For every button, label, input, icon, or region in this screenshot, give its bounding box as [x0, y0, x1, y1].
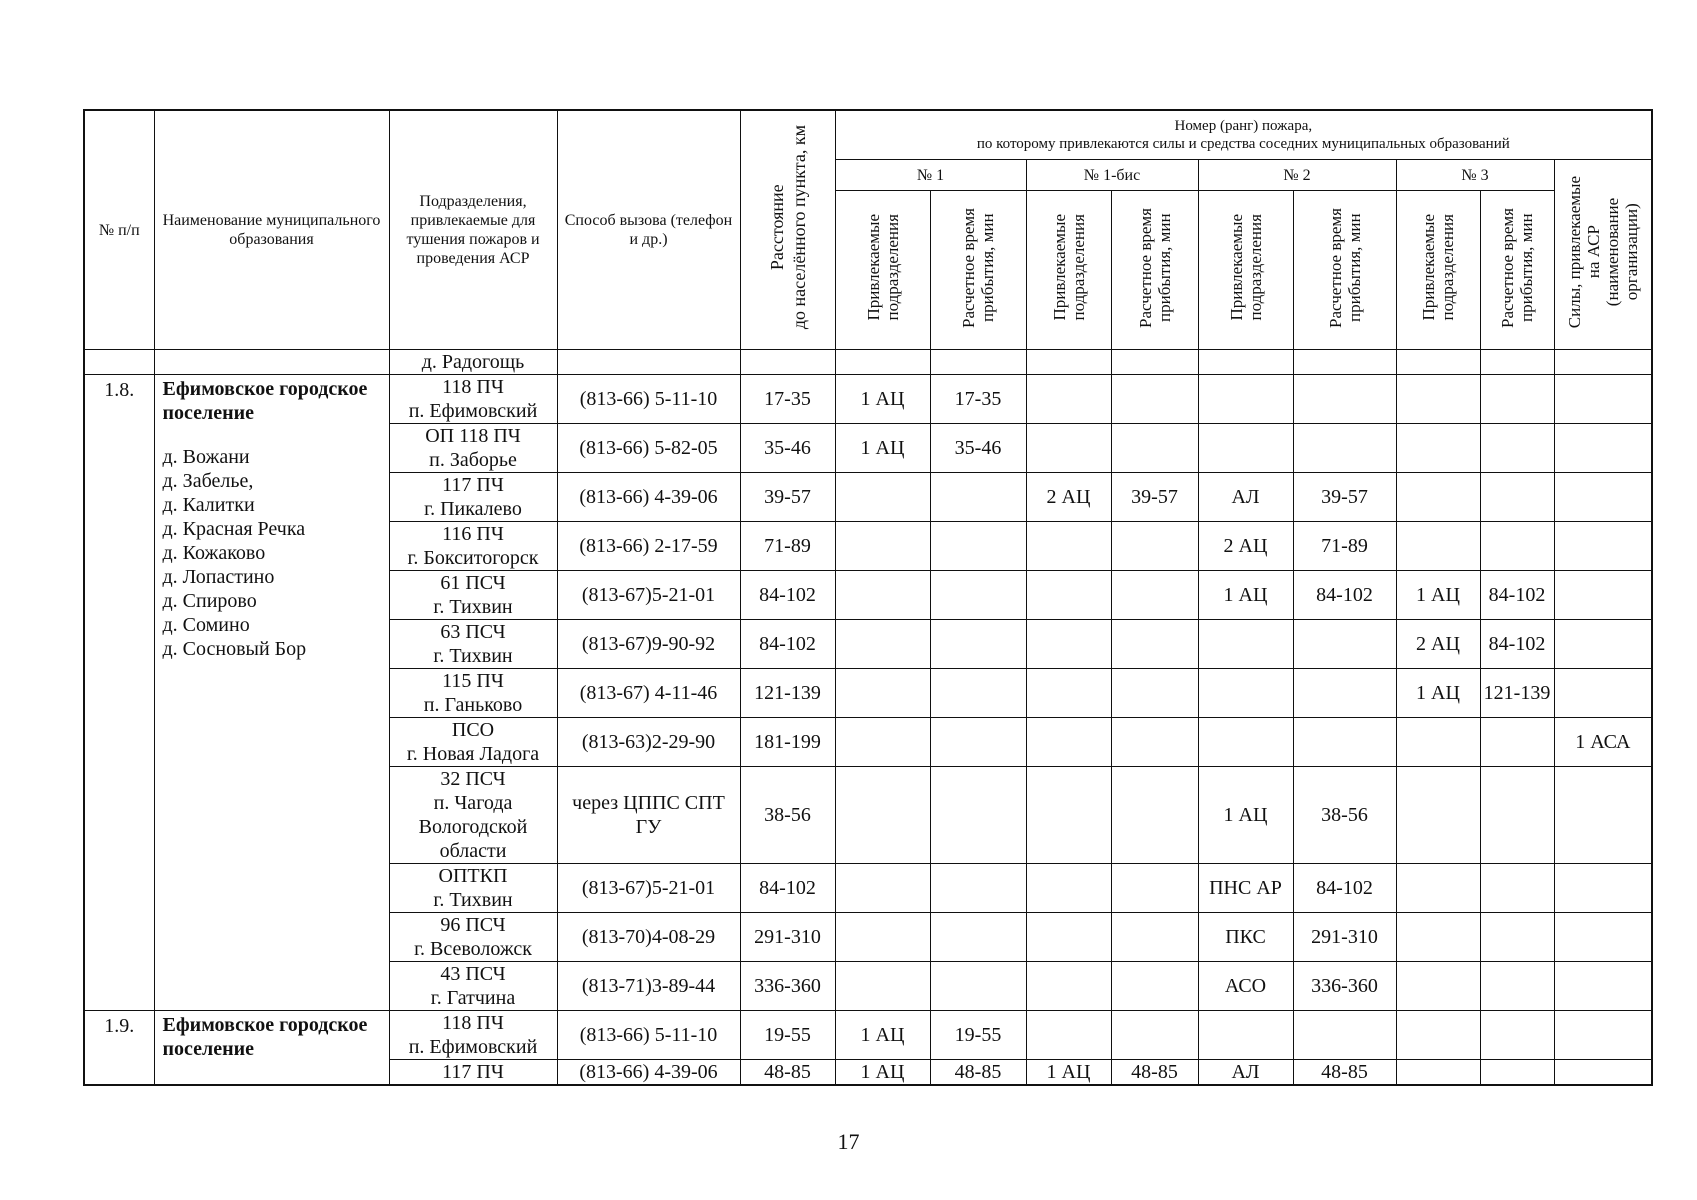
rank-cell-r3t [1480, 864, 1554, 913]
carry-row [84, 350, 1652, 375]
call-method-cell: (813-66) 5-82-05 [557, 424, 740, 473]
header-group-3: № 3 [1396, 160, 1554, 191]
rank-cell-r1bu [1026, 620, 1111, 669]
header-group-1bis: № 1-бис [1026, 160, 1198, 191]
rank-cell-r2u: АЛ [1198, 473, 1293, 522]
rank-cell-r1u [835, 913, 930, 962]
rank-cell-r3t [1480, 718, 1554, 767]
unit-line: 63 ПСЧ [440, 621, 506, 643]
rank-cell-r3t [1480, 424, 1554, 473]
rank-cell-asr [1554, 522, 1652, 571]
rank-cell-r1t [930, 718, 1026, 767]
unit-cell [389, 864, 557, 913]
rank-cell-r1t [930, 962, 1026, 1011]
distance-cell: 35-46 [740, 424, 835, 473]
subheader-time-1 [1111, 191, 1198, 350]
unit-cell [389, 1011, 557, 1060]
call-method-cell: (813-66) 5-11-10 [557, 1011, 740, 1060]
distance-cell: 336-360 [740, 962, 835, 1011]
rank-cell-asr [1554, 620, 1652, 669]
rank-cell-r2t [1293, 620, 1396, 669]
rank-cell-r3u [1396, 1060, 1480, 1086]
subheader-units-2 [1198, 191, 1293, 350]
unit-line: п. Чагода [433, 792, 513, 814]
rank-cell-r1bu [1026, 669, 1111, 718]
unit-cell [389, 962, 557, 1011]
rank-cell-r1bu [1026, 375, 1111, 424]
rank-cell-r2u [1198, 718, 1293, 767]
rank-cell-r1t: 35-46 [930, 424, 1026, 473]
rank-cell-r1bt [1111, 375, 1198, 424]
rank-cell-r1u: 1 АЦ [835, 375, 930, 424]
header-asr-line1: Силы, привлекаемые [1564, 175, 1584, 329]
unit-line: п. Ефимовский [408, 1036, 538, 1058]
rank-cell-r1bt [1111, 864, 1198, 913]
rank-cell-r3t [1480, 1060, 1554, 1086]
call-method-cell: (813-67)9-90-92 [557, 620, 740, 669]
distance-cell: 84-102 [740, 571, 835, 620]
rank-cell-r2t: 336-360 [1293, 962, 1396, 1011]
rank-cell-r2t: 84-102 [1293, 864, 1396, 913]
call-method-cell: (813-71)3-89-44 [557, 962, 740, 1011]
rank-cell-asr [1554, 1011, 1652, 1060]
rank-cell-r3t: 84-102 [1480, 571, 1554, 620]
subheader-units-line2: подразделения [882, 214, 902, 321]
rank-cell-asr [1554, 375, 1652, 424]
rank-cell-r3t [1480, 1011, 1554, 1060]
rank-cell-r1bu [1026, 767, 1111, 864]
rank-cell-asr [1554, 913, 1652, 962]
rank-cell-r1u [835, 767, 930, 864]
row-number: 1.9. [84, 1011, 154, 1086]
rank-cell-r1t: 19-55 [930, 1011, 1026, 1060]
unit-line: п. Заборье [429, 449, 517, 471]
distance-cell: 121-139 [740, 669, 835, 718]
village-item: д. Лопастино [162, 566, 275, 588]
municipality-name [154, 1011, 389, 1086]
rank-cell-r1u [835, 620, 930, 669]
subheader-units-line1: Привлекаемые [1049, 214, 1069, 321]
unit-line: ПСО [451, 719, 495, 741]
rank-cell-r1bt [1111, 424, 1198, 473]
rank-cell-r2u [1198, 424, 1293, 473]
distance-cell: 291-310 [740, 913, 835, 962]
rank-cell-r2t [1293, 669, 1396, 718]
rank-cell-r1u [835, 669, 930, 718]
rank-cell-r1bt [1111, 913, 1198, 962]
rank-cell-r3u: 2 АЦ [1396, 620, 1480, 669]
rank-cell-r3t [1480, 767, 1554, 864]
rank-cell-r2t: 39-57 [1293, 473, 1396, 522]
unit-line: ОП 118 ПЧ [425, 425, 521, 447]
unit-line: области [439, 840, 507, 862]
table-row [84, 375, 1652, 424]
header-distance [740, 110, 835, 350]
call-method-cell: (813-66) 5-11-10 [557, 375, 740, 424]
subheader-units-line2: подразделения [1245, 214, 1265, 321]
rank-cell-r2u [1198, 1011, 1293, 1060]
header-group-1: № 1 [835, 160, 1026, 191]
unit-cell [389, 620, 557, 669]
rank-cell-r1t [930, 767, 1026, 864]
distance-cell: 84-102 [740, 864, 835, 913]
rank-cell-r2t: 48-85 [1293, 1060, 1396, 1086]
header-fire-rank-line1: Номер (ранг) пожара, [1174, 118, 1313, 134]
rank-cell-r3u [1396, 473, 1480, 522]
rank-cell-r1bt [1111, 718, 1198, 767]
unit-cell [389, 1060, 557, 1086]
unit-line: г. Гатчина [430, 987, 516, 1009]
rank-cell-r2u: ПКС [1198, 913, 1293, 962]
unit-line: 115 ПЧ [442, 670, 504, 692]
rank-cell-r1t [930, 571, 1026, 620]
rank-cell-r1bt [1111, 620, 1198, 669]
rank-cell-r2t [1293, 424, 1396, 473]
row-number: 1.8. [84, 375, 154, 1011]
rank-cell-r1bu: 2 АЦ [1026, 473, 1111, 522]
municipality-title: Ефимовское городское поселение [162, 1014, 368, 1060]
rank-cell-r1t: 17-35 [930, 375, 1026, 424]
rank-cell-r1bt [1111, 669, 1198, 718]
rank-cell-r2t: 291-310 [1293, 913, 1396, 962]
rank-cell-r1t [930, 473, 1026, 522]
rank-cell-r1t [930, 669, 1026, 718]
distance-cell: 17-35 [740, 375, 835, 424]
unit-line: г. Тихвин [433, 596, 513, 618]
rank-cell-r2u: 1 АЦ [1198, 571, 1293, 620]
rank-cell-r1bu [1026, 913, 1111, 962]
header-units: Подразделения, привлекаемые для тушения пожаров и проведения АСР [389, 110, 557, 350]
rank-cell-r2t: 71-89 [1293, 522, 1396, 571]
rank-cell-r3t: 84-102 [1480, 620, 1554, 669]
unit-line: 43 ПСЧ [440, 963, 506, 985]
rank-cell-r2t [1293, 1011, 1396, 1060]
rank-cell-r1u [835, 864, 930, 913]
header-distance-line1: Расстояние [766, 184, 787, 271]
header-asr-line4: организации) [1621, 203, 1641, 301]
rank-cell-r1bu [1026, 424, 1111, 473]
unit-line: г. Тихвин [433, 645, 513, 667]
rank-cell-asr [1554, 473, 1652, 522]
subheader-units-line2: подразделения [1438, 214, 1457, 321]
rank-cell-r3t [1480, 962, 1554, 1011]
call-method-cell: (813-66) 4-39-06 [557, 473, 740, 522]
unit-line: 118 ПЧ [442, 1012, 504, 1034]
rank-cell-r1t [930, 620, 1026, 669]
unit-line: 117 ПЧ [442, 1061, 504, 1083]
unit-line: 96 ПСЧ [440, 914, 506, 936]
subheader-units-0 [835, 191, 930, 350]
rank-cell-r2u: АСО [1198, 962, 1293, 1011]
rank-cell-r2u [1198, 620, 1293, 669]
table-row [84, 1011, 1652, 1060]
unit-line: Вологодской [418, 816, 528, 838]
village-item: д. Сомино [162, 614, 250, 636]
subheader-time-line1: Расчетное время [1325, 207, 1345, 328]
rank-cell-r1u: 1 АЦ [835, 1011, 930, 1060]
call-method-cell: (813-66) 4-39-06 [557, 1060, 740, 1086]
header-num: № п/п [84, 110, 154, 350]
subheader-time-line2: прибытия, мин [1517, 213, 1536, 322]
subheader-units-line1: Привлекаемые [1226, 214, 1246, 321]
rank-cell-r3u: 1 АЦ [1396, 571, 1480, 620]
rank-cell-asr [1554, 962, 1652, 1011]
rank-cell-r1bt [1111, 571, 1198, 620]
call-method-cell: (813-66) 2-17-59 [557, 522, 740, 571]
page-number: 17 [837, 1129, 860, 1154]
rank-cell-r2u [1198, 669, 1293, 718]
subheader-units-line2: подразделения [1068, 214, 1088, 321]
unit-cell [389, 913, 557, 962]
fire-resources-table [83, 109, 1653, 1086]
unit-line: г. Пикалево [424, 498, 522, 520]
rank-cell-r1u: 1 АЦ [835, 424, 930, 473]
rank-cell-r1bu [1026, 1011, 1111, 1060]
header-call: Способ вызова (телефон и др.) [557, 110, 740, 350]
rank-cell-r2u: ПНС АР [1198, 864, 1293, 913]
village-item: д. Кожаково [162, 542, 266, 564]
municipality-name [154, 375, 389, 1011]
header-group-2: № 2 [1198, 160, 1396, 191]
rank-cell-r2u: 2 АЦ [1198, 522, 1293, 571]
header-distance-line2: до населённого пункта, км [788, 125, 809, 330]
subheader-time-line2: прибытия, мин [978, 213, 997, 322]
rank-cell-asr [1554, 1060, 1652, 1086]
rank-cell-r1bu: 1 АЦ [1026, 1060, 1111, 1086]
rank-cell-r2t [1293, 718, 1396, 767]
rank-cell-r1u [835, 718, 930, 767]
rank-cell-asr [1554, 571, 1652, 620]
rank-cell-r1bt: 39-57 [1111, 473, 1198, 522]
rank-cell-r3u [1396, 424, 1480, 473]
distance-cell: 38-56 [740, 767, 835, 864]
rank-cell-r3u [1396, 864, 1480, 913]
rank-cell-r3t: 121-139 [1480, 669, 1554, 718]
call-method-cell: (813-63)2-29-90 [557, 718, 740, 767]
rank-cell-r3u [1396, 522, 1480, 571]
rank-cell-asr: 1 АСА [1554, 718, 1652, 767]
unit-cell [389, 473, 557, 522]
rank-cell-r1bt: 48-85 [1111, 1060, 1198, 1086]
village-item: д. Вожани [162, 446, 250, 468]
distance-cell: 48-85 [740, 1060, 835, 1086]
rank-cell-r1u [835, 473, 930, 522]
rank-cell-r2t [1293, 375, 1396, 424]
unit-cell [389, 669, 557, 718]
rank-cell-r3u [1396, 913, 1480, 962]
rank-cell-r1bt [1111, 522, 1198, 571]
unit-line: 116 ПЧ [442, 523, 504, 545]
rank-cell-r1u [835, 522, 930, 571]
rank-cell-r3t [1480, 913, 1554, 962]
distance-cell: 19-55 [740, 1011, 835, 1060]
header-asr-line3: (наименование [1602, 197, 1622, 307]
header-row-1 [84, 110, 1652, 160]
rank-cell-r3t [1480, 473, 1554, 522]
village-item: д. Спирово [162, 590, 257, 612]
subheader-time-line2: прибытия, мин [1344, 213, 1364, 322]
rank-cell-r1u: 1 АЦ [835, 1060, 930, 1086]
subheader-time-2 [1293, 191, 1396, 350]
rank-cell-r2t: 38-56 [1293, 767, 1396, 864]
rank-cell-r1t [930, 522, 1026, 571]
rank-cell-asr [1554, 669, 1652, 718]
rank-cell-r1bu [1026, 718, 1111, 767]
call-method-cell: (813-70)4-08-29 [557, 913, 740, 962]
unit-line: г. Бокситогорск [407, 547, 539, 569]
village-item: д. Сосновый Бор [162, 638, 307, 660]
unit-cell [389, 375, 557, 424]
rank-cell-r3t [1480, 522, 1554, 571]
rank-cell-r1bu [1026, 864, 1111, 913]
subheader-time-3 [1480, 191, 1554, 350]
rank-cell-r1u [835, 571, 930, 620]
unit-cell [389, 718, 557, 767]
village-list [163, 445, 381, 661]
village-item: д. Калитки [162, 494, 255, 516]
rank-cell-r1bt [1111, 1011, 1198, 1060]
rank-cell-r1bu [1026, 571, 1111, 620]
unit-line: 32 ПСЧ [440, 768, 506, 790]
rank-cell-r3u [1396, 1011, 1480, 1060]
rank-cell-r1t [930, 913, 1026, 962]
rank-cell-r3u: 1 АЦ [1396, 669, 1480, 718]
unit-cell [389, 571, 557, 620]
carry-unit: д. Радогощь [389, 350, 557, 375]
rank-cell-r1t [930, 864, 1026, 913]
subheader-time-line1: Расчетное время [959, 207, 978, 328]
rank-cell-r3t [1480, 375, 1554, 424]
unit-cell [389, 424, 557, 473]
rank-cell-r3u [1396, 962, 1480, 1011]
call-method-cell: (813-67)5-21-01 [557, 864, 740, 913]
header-fire-rank-line2: по которому привлекаются силы и средства соседних муниципальных образований [976, 136, 1510, 152]
rank-cell-r1t: 48-85 [930, 1060, 1026, 1086]
unit-line: 61 ПСЧ [440, 572, 506, 594]
village-item: д. Красная Речка [162, 518, 306, 540]
rank-cell-r2t: 84-102 [1293, 571, 1396, 620]
subheader-time-line2: прибытия, мин [1154, 213, 1174, 322]
unit-cell [389, 767, 557, 864]
rank-cell-r1bt [1111, 767, 1198, 864]
unit-line: г. Тихвин [433, 889, 513, 911]
call-method-cell: через ЦППС СПТ ГУ [557, 767, 740, 864]
rank-cell-r1bt [1111, 962, 1198, 1011]
unit-line: 117 ПЧ [442, 474, 504, 496]
subheader-units-3 [1396, 191, 1480, 350]
header-asr [1554, 160, 1652, 350]
subheader-time-line1: Расчетное время [1135, 207, 1155, 328]
subheader-time-0 [930, 191, 1026, 350]
unit-line: г. Новая Ладога [406, 743, 540, 765]
rank-cell-asr [1554, 424, 1652, 473]
header-fire-rank [835, 110, 1652, 160]
distance-cell: 39-57 [740, 473, 835, 522]
village-item: д. Забелье, [162, 470, 254, 492]
rank-cell-r2u: АЛ [1198, 1060, 1293, 1086]
subheader-units-1 [1026, 191, 1111, 350]
distance-cell: 71-89 [740, 522, 835, 571]
rank-cell-r1u [835, 962, 930, 1011]
unit-line: п. Ганьково [423, 694, 523, 716]
unit-line: ОПТКП [438, 865, 508, 887]
unit-line: г. Всеволожск [414, 938, 532, 960]
distance-cell: 181-199 [740, 718, 835, 767]
municipality-title: Ефимовское городское поселение [162, 378, 368, 424]
subheader-units-line1: Привлекаемые [863, 214, 883, 321]
unit-cell [389, 522, 557, 571]
header-asr-line2: на АСР [1583, 225, 1603, 279]
subheader-units-line1: Привлекаемые [1419, 214, 1438, 321]
rank-cell-asr [1554, 767, 1652, 864]
rank-cell-r1bu [1026, 962, 1111, 1011]
call-method-cell: (813-67)5-21-01 [557, 571, 740, 620]
distance-cell: 84-102 [740, 620, 835, 669]
unit-line: п. Ефимовский [408, 400, 538, 422]
rank-cell-r3u [1396, 767, 1480, 864]
rank-cell-r2u [1198, 375, 1293, 424]
rank-cell-r3u [1396, 718, 1480, 767]
unit-line: 118 ПЧ [442, 376, 504, 398]
header-name: Наименование муниципального образования [154, 110, 389, 350]
call-method-cell: (813-67) 4-11-46 [557, 669, 740, 718]
rank-cell-r3u [1396, 375, 1480, 424]
rank-cell-r1bu [1026, 522, 1111, 571]
subheader-time-line1: Расчетное время [1498, 207, 1517, 328]
rank-cell-asr [1554, 864, 1652, 913]
rank-cell-r2u: 1 АЦ [1198, 767, 1293, 864]
